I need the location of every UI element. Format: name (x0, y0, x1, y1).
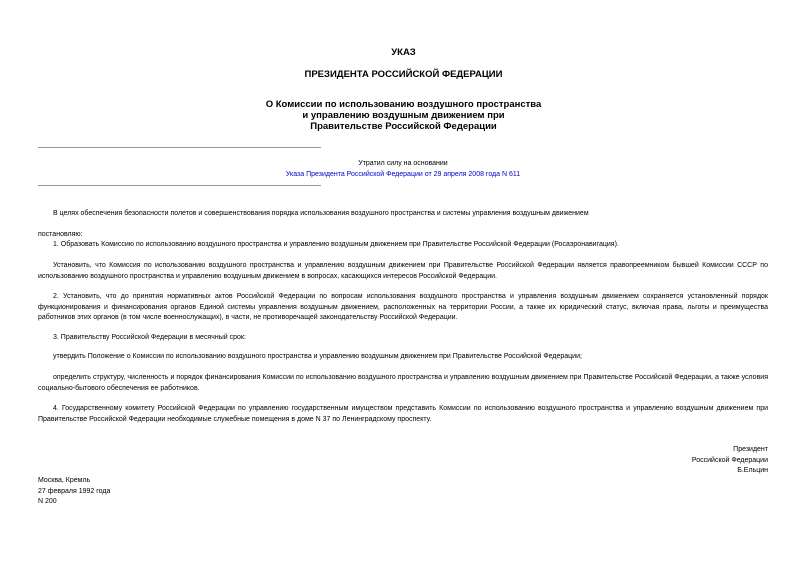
number-line: N 200 (38, 498, 57, 505)
place-line: Москва, Кремль (38, 477, 91, 484)
signature-block (568, 445, 768, 477)
bottom-divider (38, 185, 321, 186)
place-date-block (38, 476, 238, 508)
preamble-paragraph: В целях обеспечения безопасности полетов и совершенствования порядка использования воздушного пространства и системы управления воздушным движением (53, 210, 589, 217)
paragraph-3: 3. Правительству Российской Федерации в месячный срок: (53, 334, 246, 341)
lost-force-text: Утратил силу на основании (358, 160, 448, 167)
paragraph-1: 1. Образовать Комиссию по использованию воздушного пространства и управлению воздушным движением при Правительстве Российской Федерации (Росаэронавигация). (53, 241, 619, 248)
decree-word: постановляю: (38, 231, 83, 238)
document-title-line: и управлению воздушным движением при (302, 110, 505, 121)
paragraph-1b: Установить, что Комиссия по использованию воздушного пространства и управлению воздушным движением при Правительстве Российской Федерации является правопреемником бывшей Комиссии СССР по использованию воздушного пространства и управлению воздушным движением в вопросах, касающихся интересов Российской Федерации. (38, 262, 768, 280)
decree-subtitle: ПРЕЗИДЕНТА РОССИЙСКОЙ ФЕДЕРАЦИИ (304, 69, 503, 80)
decree-title: УКАЗ (391, 47, 416, 58)
signature-line: Б.Ельцин (737, 467, 768, 474)
paragraph-4: 4. Государственному комитету Российской Федерации по управлению государственным имуществом представить Комиссии по использованию воздушного пространства и управлению воздушным движением при Правительстве Российской Федерации необходимые служебные помещения в доме N 37 по Ленинградскому проспекту. (38, 405, 768, 423)
status-notice (38, 158, 768, 180)
paragraph-3b: определить структуру, численность и порядок финансирования Комиссии по использованию воздушного пространства и управлению воздушным движением при Правительстве Российской Федерации, а также условия социально-бытового обеспечения ее работников. (38, 374, 768, 392)
paragraph-3a: утвердить Положение о Комиссии по использованию воздушного пространства и управлению воздушным движением при Правительстве Российской Федерации; (53, 353, 582, 360)
signature-line: Президент (733, 446, 768, 453)
signature-line: Российской Федерации (691, 456, 768, 464)
document-title-line: Правительстве Российской Федерации (310, 121, 497, 132)
document-title-line: О Комиссии по использованию воздушного пространства (265, 99, 542, 110)
repeal-decree-link[interactable]: Указа Президента Российской Федерации от 29 апреля 2008 года N 611 (285, 171, 521, 178)
document-title (0, 99, 807, 132)
date-line: 27 февраля 1992 года (38, 487, 111, 495)
top-divider (38, 147, 321, 148)
paragraph-2: 2. Установить, что до принятия нормативных актов Российской Федерации по вопросам использования воздушного пространства и управления воздушным движением сохраняется установленный порядок функционирования и финансирования органов Единой системы управления воздушным движением, расположенных на территории России, а также их юридический статус, включая права, льготы и преимущества работников этих органов (в том числе военнослужащих), в части, не противоречащей законодательству Российской Федерации. (38, 293, 768, 321)
